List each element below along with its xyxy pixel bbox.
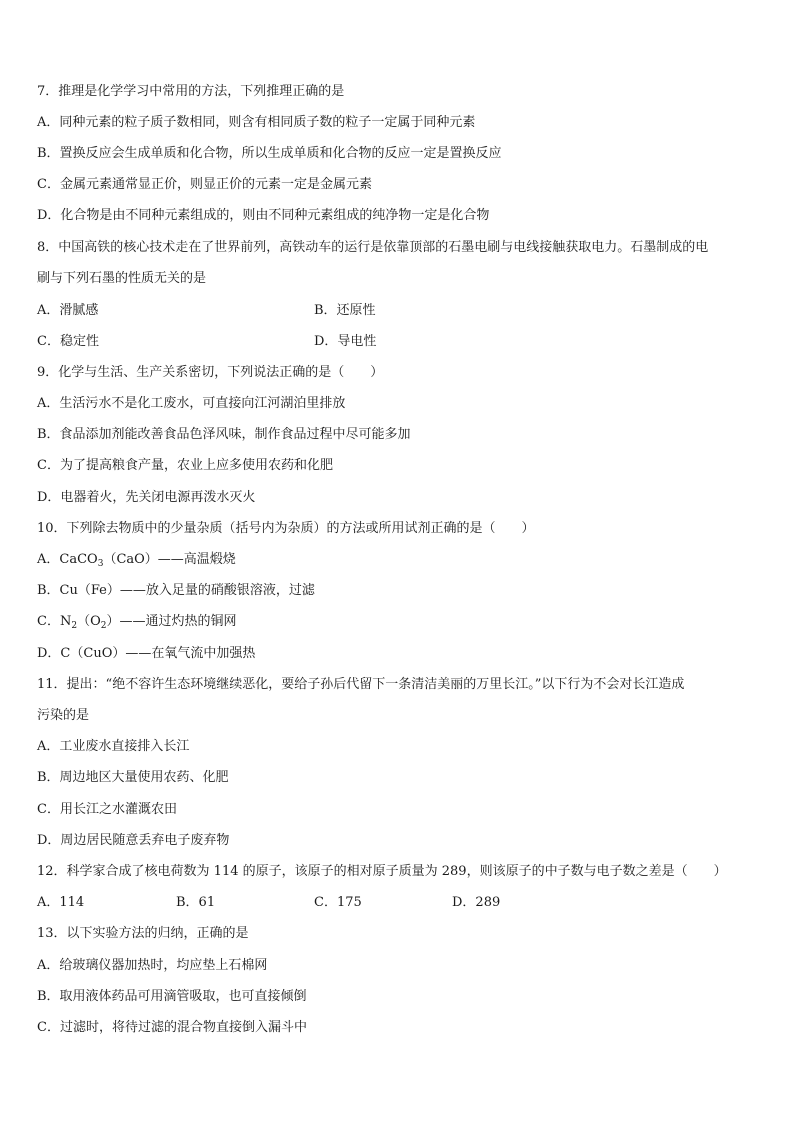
question-7-option-d: D．化合物是由不同种元素组成的，则由不同种元素组成的纯净物一定是化合物 — [37, 208, 490, 223]
option-text: ）——通过灼热的铜网 — [106, 614, 237, 629]
question-13-option-b: B．取用液体药品可用滴管吸取，也可直接倾倒 — [37, 989, 307, 1004]
question-12-stem: 12．科学家合成了核电荷数为 114 的原子，该原子的相对原子质量为 289，则该原子的中子数与电子数之差是（ ） — [37, 864, 727, 879]
question-7-option-b: B．置换反应会生成单质和化合物，所以生成单质和化合物的反应一定是置换反应 — [37, 146, 502, 161]
question-13-option-c: C．过滤时，将待过滤的混合物直接倒入漏斗中 — [37, 1020, 307, 1035]
question-11-stem-line1: 11．提出：“绝不容许生态环境继续恶化，要给子孙后代留下一条清洁美丽的万里长江。”以下行为不会对长江造成 — [37, 677, 685, 692]
question-9-stem: 9．化学与生活、生产关系密切，下列说法正确的是（ ） — [37, 365, 384, 380]
question-11-stem-line2: 污染的是 — [37, 708, 90, 723]
formula-text: C．N — [37, 614, 72, 629]
question-11-option-b: B．周边地区大量使用农药、化肥 — [37, 770, 229, 785]
subscript: 2 — [71, 621, 78, 631]
question-10-option-b: B．Cu（Fe）——放入足量的硝酸银溶液，过滤 — [37, 583, 315, 598]
question-13-stem: 13．以下实验方法的归纳，正确的是 — [37, 926, 249, 941]
question-12-option-b: B．61 — [176, 895, 216, 910]
question-11-option-d: D．周边居民随意丢弃电子废弃物 — [37, 833, 230, 848]
subscript: 3 — [97, 559, 104, 569]
question-9-option-d: D．电器着火，先关闭电源再泼水灭火 — [37, 490, 256, 505]
question-8-option-a: A．滑腻感 — [37, 303, 99, 318]
question-8-option-d: D．导电性 — [314, 334, 377, 349]
question-7-stem: 7．推理是化学学习中常用的方法，下列推理正确的是 — [37, 84, 345, 99]
question-10-option-c — [37, 613, 236, 631]
question-10-stem: 10．下列除去物质中的少量杂质（括号内为杂质）的方法或所用试剂正确的是（ ） — [37, 521, 535, 536]
question-10-option-a — [37, 551, 236, 569]
question-8-option-b: B．还原性 — [314, 303, 376, 318]
question-12-option-d: D．289 — [452, 895, 501, 910]
option-text: （CaO）——高温煅烧 — [103, 552, 236, 567]
question-9-option-a: A．生活污水不是化工废水，可直接向江河湖泊里排放 — [37, 396, 346, 411]
question-9-option-c: C．为了提高粮食产量，农业上应多使用农药和化肥 — [37, 458, 333, 473]
question-11-option-a: A．工业废水直接排入长江 — [37, 739, 190, 754]
question-12-option-a: A．114 — [37, 895, 85, 910]
question-7-option-a: A．同种元素的粒子质子数相同，则含有相同质子数的粒子一定属于同种元素 — [37, 115, 476, 130]
question-8-stem-line1: 8．中国高铁的核心技术走在了世界前列，高铁动车的运行是依靠顶部的石墨电刷与电线接触获取电力。石墨制成的电 — [37, 240, 709, 255]
question-8-stem-line2: 刷与下列石墨的性质无关的是 — [37, 271, 207, 286]
subscript: 2 — [100, 621, 107, 631]
question-8-option-c: C．稳定性 — [37, 334, 99, 349]
question-9-option-b: B．食品添加剂能改善食品色泽风味，制作食品过程中尽可能多加 — [37, 427, 411, 442]
question-12-option-c: C．175 — [314, 895, 362, 910]
formula-text: A．CaCO — [37, 552, 98, 567]
question-11-option-c: C．用长江之水灌溉农田 — [37, 802, 177, 817]
question-13-option-a: A．给玻璃仪器加热时，均应垫上石棉网 — [37, 958, 268, 973]
formula-text: （O — [77, 614, 101, 629]
question-7-option-c: C．金属元素通常显正价，则显正价的元素一定是金属元素 — [37, 177, 372, 192]
question-10-option-d: D．C（CuO）——在氧气流中加强热 — [37, 646, 256, 661]
